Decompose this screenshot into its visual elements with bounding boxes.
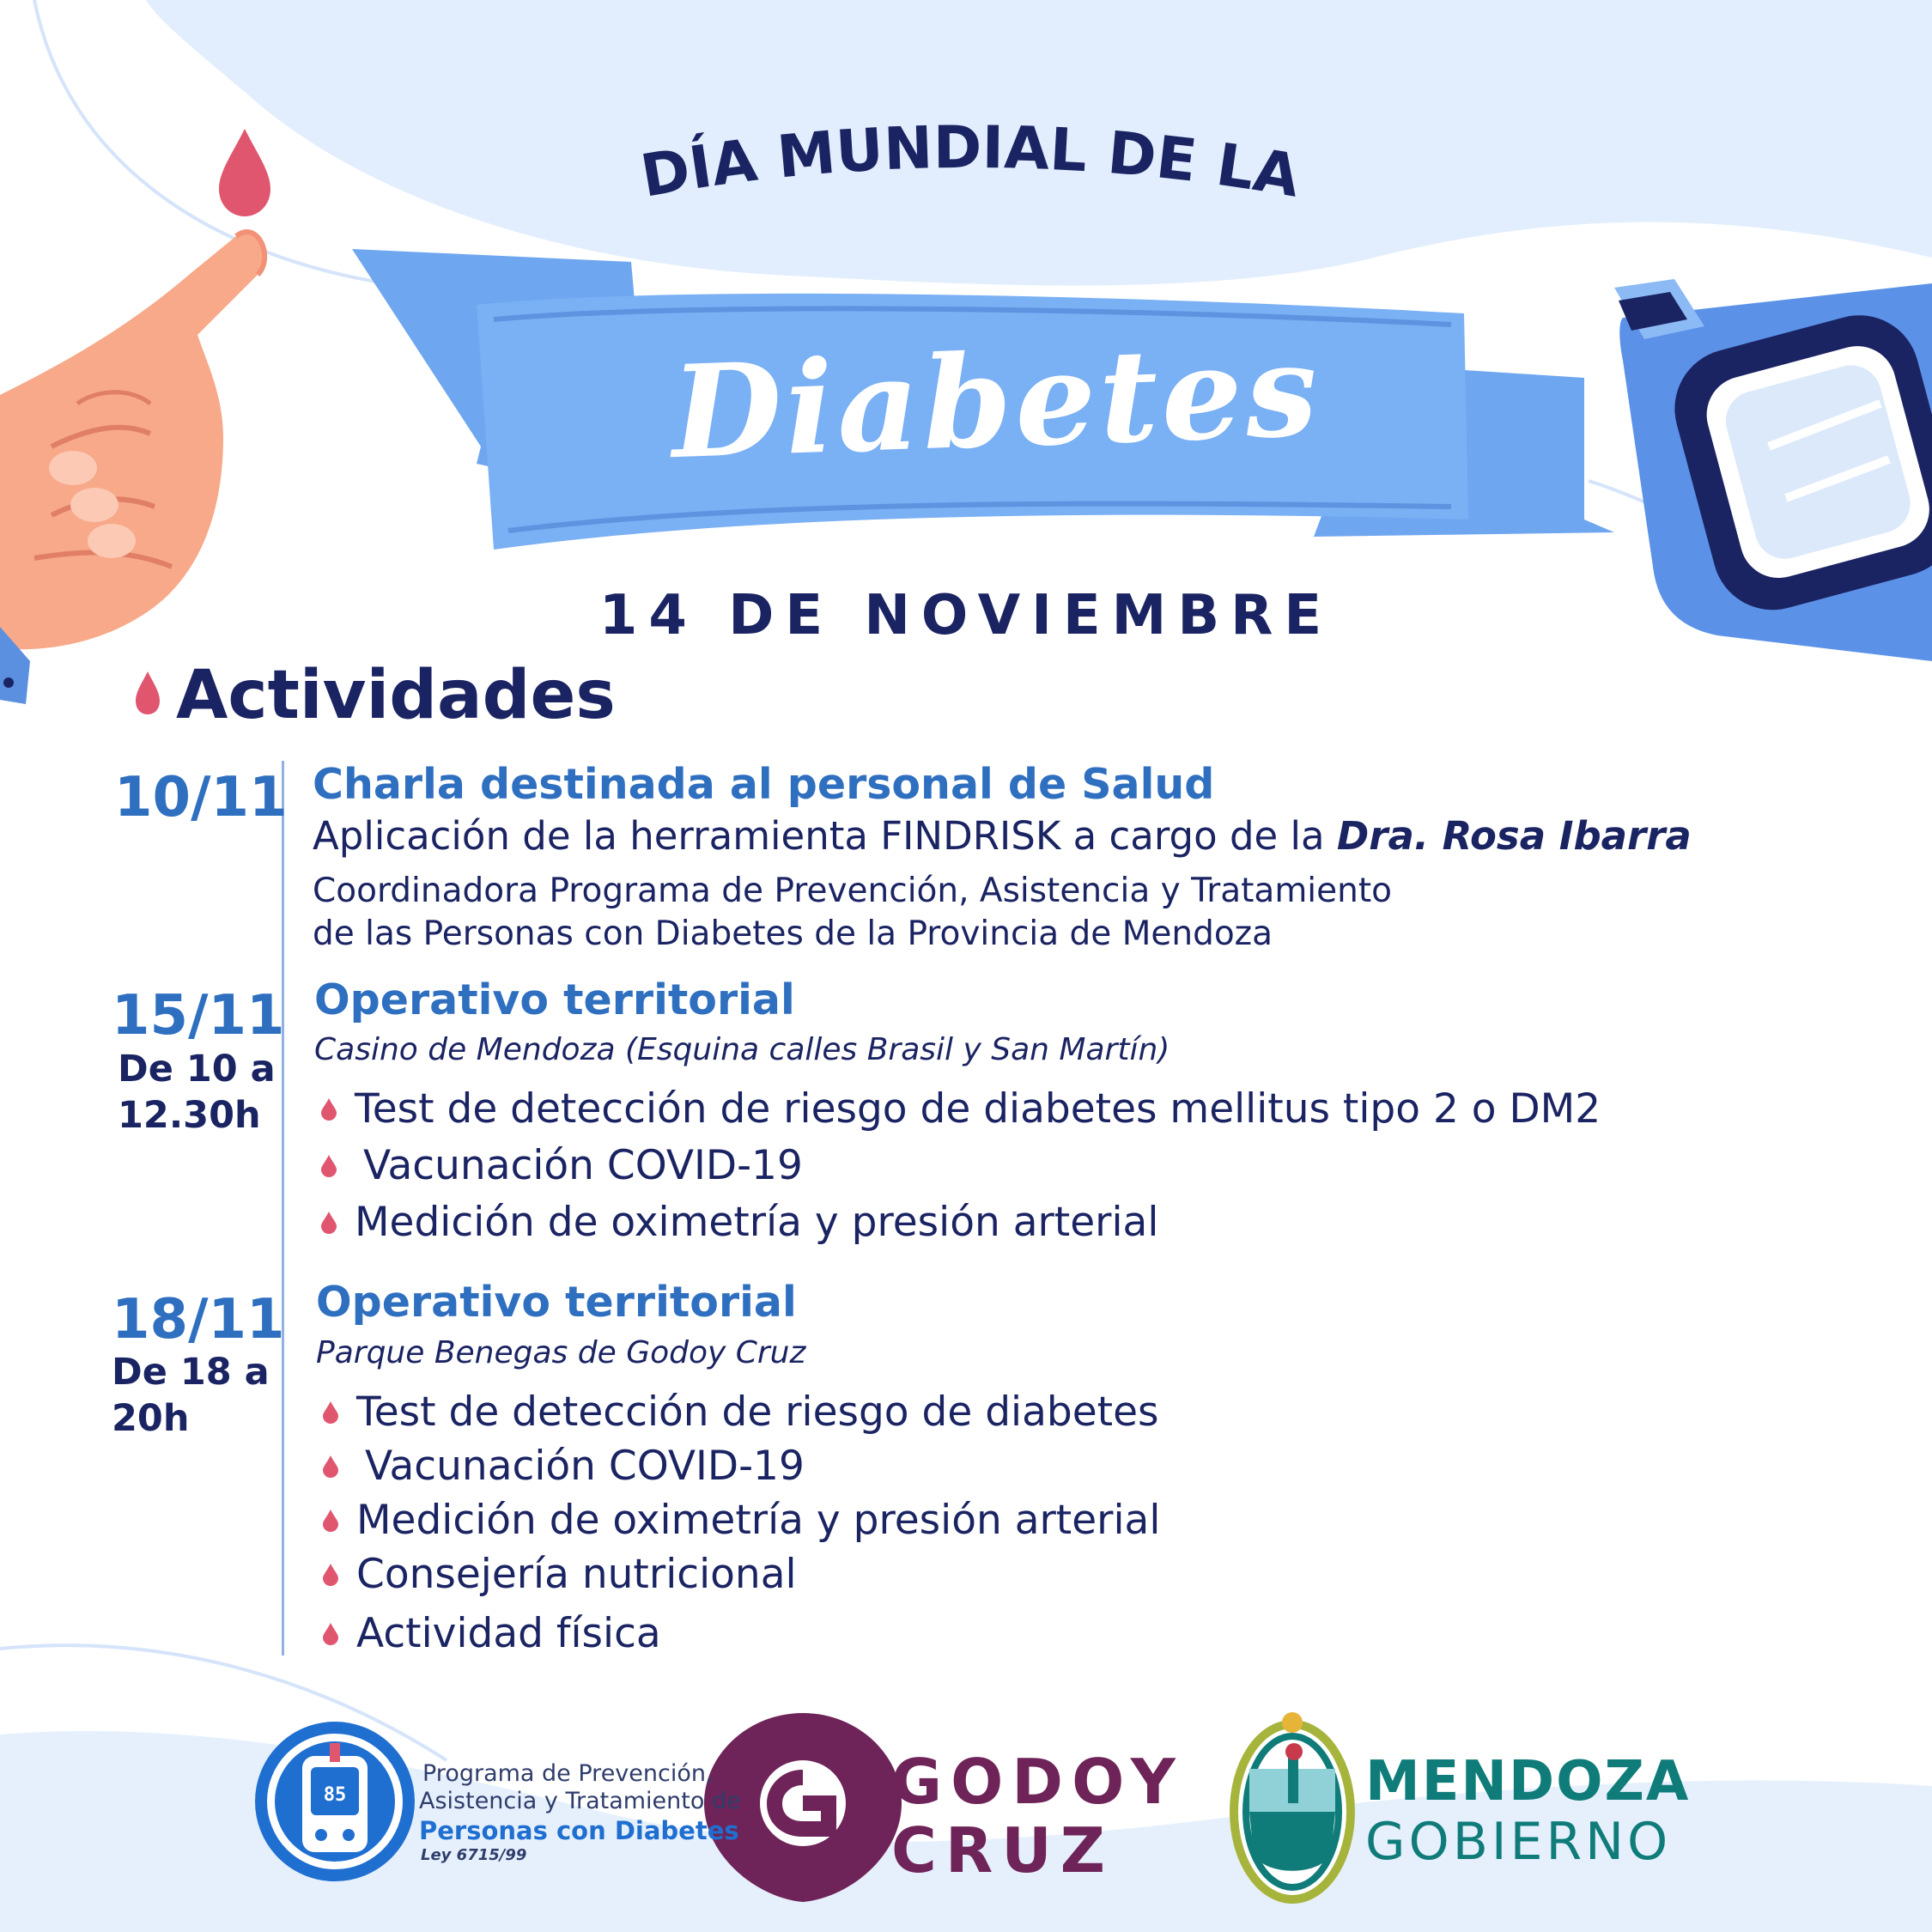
list-item-text: Vacunación COVID-19 bbox=[365, 1443, 805, 1490]
program-name-line-2: Asistencia y Tratamiento de bbox=[419, 1788, 741, 1814]
drop-bullet-icon bbox=[322, 1401, 339, 1424]
list-item bbox=[320, 1085, 1601, 1133]
drop-bullet-icon bbox=[320, 1212, 337, 1234]
event-note-line-1: Coordinadora Programa de Prevención, Asistencia y Tratamiento bbox=[313, 872, 1393, 910]
program-law: Ley 6715/99 bbox=[421, 1846, 527, 1864]
event-date-2: 15/11 bbox=[112, 984, 285, 1048]
godoy-cruz-line-2: CRUZ bbox=[891, 1814, 1114, 1886]
list-item bbox=[320, 1142, 803, 1189]
section-drop-icon bbox=[136, 671, 160, 714]
drop-bullet-icon bbox=[322, 1623, 339, 1645]
event-date-3: 18/11 bbox=[112, 1288, 285, 1352]
event-time-3-end: 20h bbox=[112, 1397, 190, 1440]
svg-text:DÍA MUNDIAL DE LA bbox=[636, 114, 1305, 211]
list-item-text: Medición de oximetría y presión arterial bbox=[356, 1497, 1161, 1544]
list-item bbox=[322, 1610, 661, 1657]
event-speaker: Dra. Rosa Ibarra bbox=[1336, 813, 1692, 859]
event-note-line-2: de las Personas con Diabetes de la Provincia de Mendoza bbox=[313, 914, 1273, 953]
program-name-line-1: Programa de Prevención, bbox=[422, 1760, 714, 1787]
event-time-2-end: 12.30h bbox=[118, 1094, 261, 1137]
godoy-cruz-logo-text bbox=[891, 1747, 1184, 1885]
event-time-3-start: De 18 a bbox=[112, 1351, 270, 1394]
list-item bbox=[322, 1443, 805, 1490]
mendoza-shield-icon bbox=[1234, 1712, 1351, 1899]
meter-reading: 85 bbox=[323, 1784, 347, 1806]
list-item-text: Consejería nutricional bbox=[356, 1551, 797, 1598]
list-item-text: Test de detección de riesgo de diabetes bbox=[356, 1388, 1159, 1436]
section-title: Actividades bbox=[176, 657, 616, 734]
banner-title: Diabetes bbox=[669, 314, 1323, 488]
list-item bbox=[322, 1497, 1160, 1544]
timeline-divider bbox=[282, 761, 284, 1656]
drop-bullet-icon bbox=[322, 1510, 339, 1532]
mendoza-logo-text bbox=[1365, 1752, 1690, 1872]
list-item bbox=[322, 1388, 1158, 1436]
drop-bullet-icon bbox=[320, 1098, 337, 1121]
event-place-2: Casino de Mendoza (Esquina calles Brasil y San Martín) bbox=[314, 1032, 1170, 1067]
list-item-text: Medición de oximetría y presión arterial bbox=[355, 1199, 1159, 1246]
event-title-1: Charla destinada al personal de Salud bbox=[313, 760, 1215, 809]
list-item bbox=[322, 1551, 797, 1598]
blood-drop bbox=[219, 129, 270, 216]
header-title-line bbox=[588, 112, 1352, 223]
godoy-cruz-line-1: GODOY bbox=[891, 1746, 1184, 1818]
program-name-line-3: Personas con Diabetes bbox=[419, 1816, 739, 1845]
event-date-1: 10/11 bbox=[114, 766, 288, 829]
list-item-text: Actividad física bbox=[356, 1610, 661, 1657]
header-title-text: DÍA MUNDIAL DE LA bbox=[635, 113, 1305, 211]
event-title-2: Operativo territorial bbox=[314, 975, 795, 1024]
event-title-3: Operativo territorial bbox=[316, 1278, 797, 1327]
event-description-1 bbox=[313, 813, 1692, 859]
mendoza-line-2: GOBIERNO bbox=[1365, 1812, 1672, 1872]
list-item-text: Vacunación COVID-19 bbox=[363, 1142, 803, 1189]
event-place-3: Parque Benegas de Godoy Cruz bbox=[316, 1335, 806, 1370]
drop-bullet-icon bbox=[322, 1455, 339, 1478]
mendoza-line-1: MENDOZA bbox=[1365, 1750, 1691, 1814]
program-logo-text bbox=[419, 1760, 741, 1864]
drop-bullet-icon bbox=[320, 1155, 337, 1177]
list-item-text: Test de detección de riesgo de diabetes mellitus tipo 2 o DM2 bbox=[355, 1085, 1601, 1133]
event-date: 14 DE NOVIEMBRE bbox=[598, 584, 1334, 647]
event-time-2-start: De 10 a bbox=[118, 1048, 276, 1091]
drop-bullet-icon bbox=[322, 1564, 339, 1586]
event-description-text: Aplicación de la herramienta FINDRISK a cargo de la bbox=[313, 813, 1337, 859]
list-item bbox=[320, 1199, 1158, 1246]
